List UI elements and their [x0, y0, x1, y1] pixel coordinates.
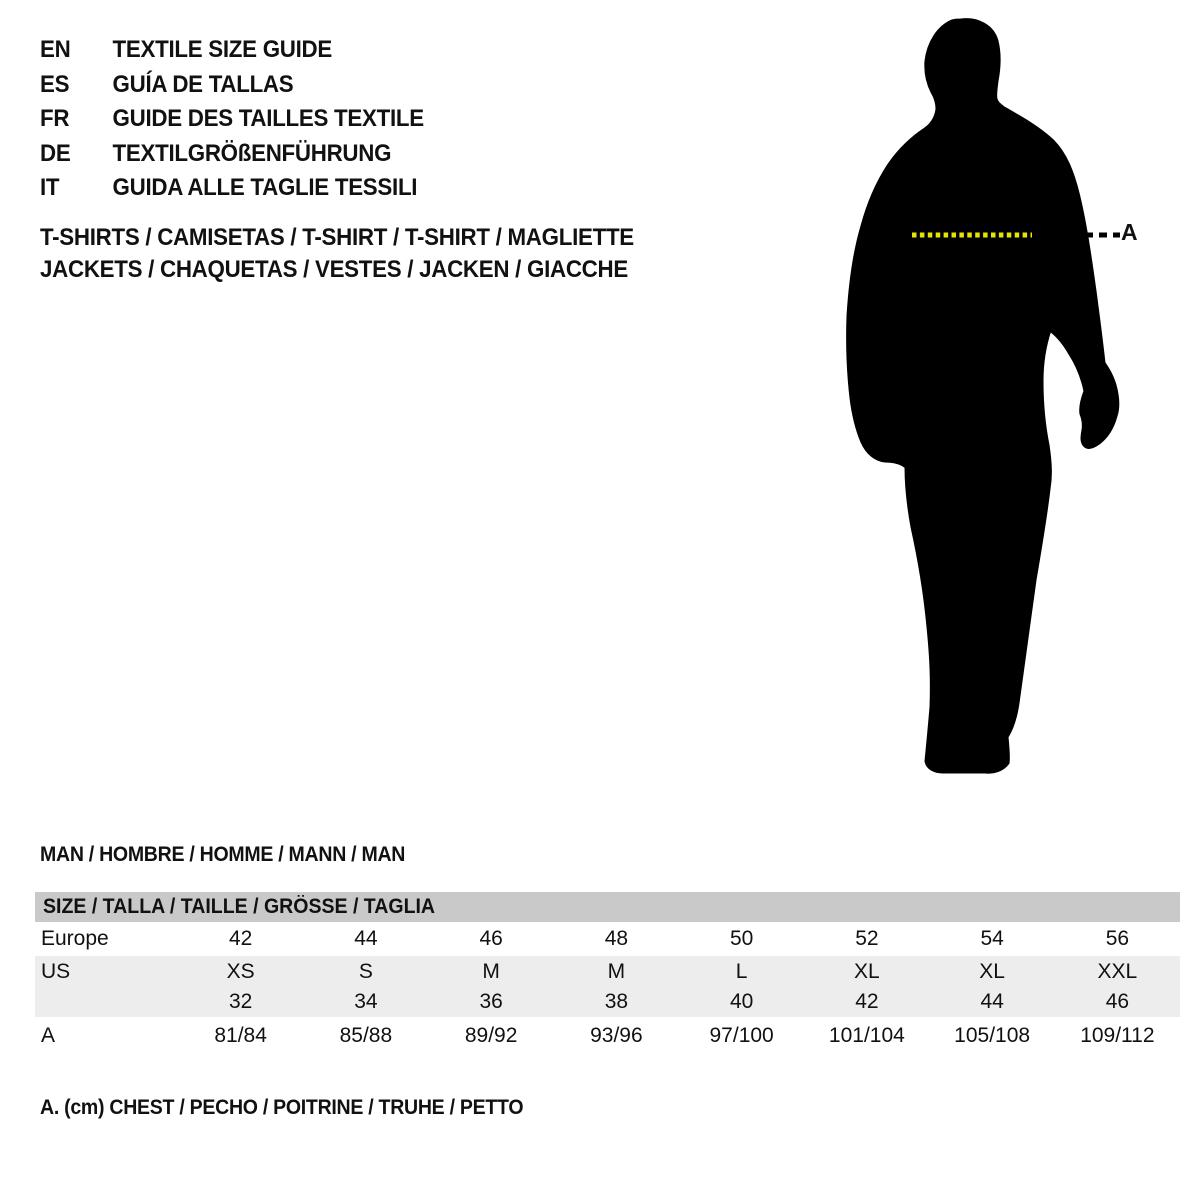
- table-cell: XXL: [1097, 959, 1138, 983]
- language-row: [40, 102, 424, 137]
- table-cell: 101/104: [828, 1024, 905, 1047]
- table-cell: 85/88: [339, 1024, 393, 1047]
- language-label: TEXTILGRÖßENFÜHRUNG: [112, 139, 392, 167]
- table-cell: 38: [604, 990, 629, 1013]
- row-label: US: [41, 959, 71, 983]
- table-cell: 52: [855, 927, 879, 950]
- row-label: Europe: [41, 927, 109, 950]
- table-cell: 97/100: [709, 1024, 774, 1047]
- table-cell: XS: [226, 959, 255, 983]
- table-cell: 81/84: [214, 1024, 267, 1047]
- table-cell: 50: [729, 927, 754, 950]
- table-cell: 42: [855, 990, 879, 1013]
- man-silhouette: [840, 15, 1130, 780]
- table-row-chest-a: [35, 1017, 1180, 1055]
- table-cell: S: [358, 959, 373, 983]
- language-code: FR: [40, 105, 70, 133]
- category-line-jackets: JACKETS / CHAQUETAS / VESTES / JACKEN / GIACCHE: [40, 256, 628, 283]
- table-cell: 34: [354, 990, 378, 1013]
- language-code: IT: [40, 174, 60, 202]
- language-row: [40, 68, 424, 103]
- measurement-marker-a: A: [1121, 219, 1138, 245]
- language-list: [40, 33, 424, 206]
- language-row: [40, 171, 424, 206]
- table-cell: 32: [228, 990, 253, 1013]
- table-cell: 93/96: [590, 1024, 643, 1047]
- table-cell: 56: [1105, 927, 1130, 950]
- language-label: GUIDE DES TAILLES TEXTILE: [112, 105, 424, 133]
- table-cell: M: [482, 959, 500, 983]
- table-cell: 48: [604, 927, 629, 950]
- footnote-chest-legend: A. (cm) CHEST / PECHO / POITRINE / TRUHE / PETTO: [40, 1096, 524, 1119]
- table-cell: 44: [354, 927, 378, 950]
- language-code: DE: [40, 139, 71, 167]
- category-line-tshirts: T-SHIRTS / CAMISETAS / T-SHIRT / T-SHIRT / MAGLIETTE: [40, 224, 634, 251]
- size-table: [35, 892, 1180, 1055]
- table-row-europe: [35, 922, 1180, 956]
- language-label: TEXTILE SIZE GUIDE: [112, 36, 332, 64]
- language-label: GUÍA DE TALLAS: [112, 70, 294, 98]
- table-cell: 105/108: [954, 1024, 1031, 1047]
- size-table-header: [35, 892, 1180, 922]
- table-cell: 54: [980, 927, 1004, 950]
- table-cell: XL: [854, 959, 880, 983]
- size-table-header-label: SIZE / TALLA / TAILLE / GRÖSSE / TAGLIA: [43, 895, 436, 918]
- row-label: A: [41, 1024, 56, 1047]
- section-title-man: MAN / HOMBRE / HOMME / MANN / MAN: [40, 843, 406, 866]
- man-silhouette-shape: [848, 20, 1118, 772]
- table-cell: 46: [479, 927, 503, 950]
- category-lines: [40, 222, 634, 286]
- table-cell: 89/92: [464, 1024, 518, 1047]
- table-cell: 44: [980, 990, 1004, 1013]
- table-cell: L: [735, 959, 748, 983]
- table-cell: 40: [729, 990, 754, 1013]
- table-cell: 46: [1105, 990, 1130, 1013]
- table-cell: 42: [228, 927, 253, 950]
- language-code: EN: [40, 36, 71, 64]
- table-cell: 109/112: [1080, 1024, 1155, 1047]
- language-label: GUIDA ALLE TAGLIE TESSILI: [112, 174, 418, 202]
- table-row-us: [35, 956, 1180, 987]
- language-row: [40, 33, 424, 68]
- table-cell: M: [607, 959, 626, 983]
- language-code: ES: [40, 70, 70, 98]
- table-cell: XL: [979, 959, 1005, 983]
- language-row: [40, 137, 424, 172]
- table-row-numeric: [35, 987, 1180, 1017]
- table-cell: 36: [479, 990, 503, 1013]
